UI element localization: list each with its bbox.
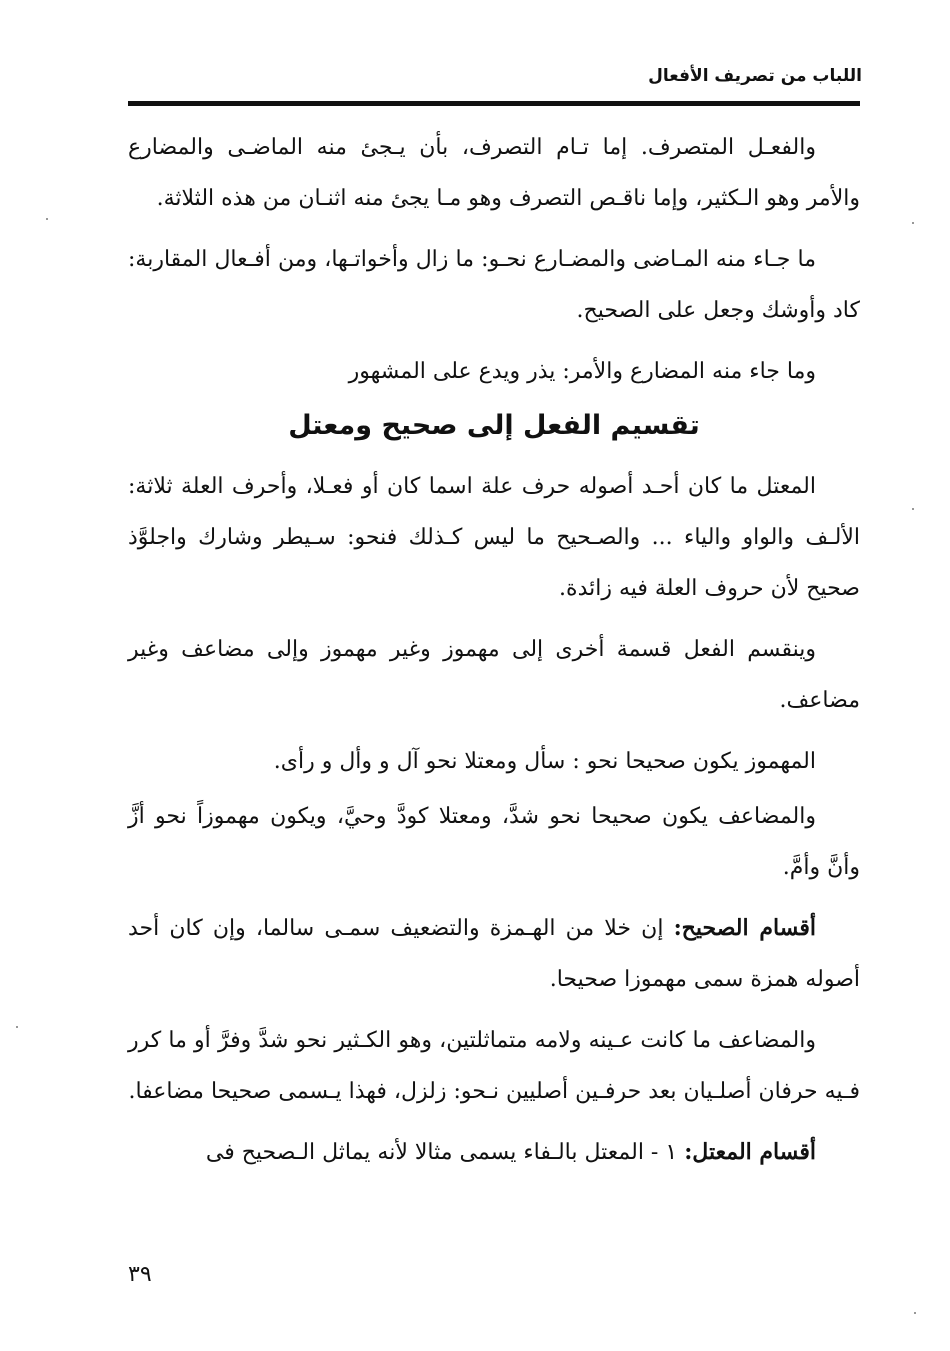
page-body bbox=[128, 122, 860, 1188]
header-rule bbox=[128, 101, 860, 106]
scan-speck bbox=[914, 1312, 916, 1314]
paragraph-weak-definition: المعتل ما كان أحـد أصوله حرف علة اسما كان أو فعـلا، وأحرف العلة ثلاثة: الألـف والواو والياء ... والصـحيح ما ليس كـذلك فنحو: سـيطر وشارك واجلوَّذ صحيح لأن حروف العلة فيه زائدة. bbox=[128, 474, 860, 601]
page-number: ٣٩ bbox=[128, 1262, 152, 1287]
paragraph-division: وينقسم الفعل قسمة أخرى إلى مهموز وغير مهموز وإلى مضاعف وغير مضاعف. bbox=[128, 637, 860, 713]
scan-speck bbox=[912, 222, 914, 224]
paragraph-doubled: والمضاعف يكون صحيحا نحو شدَّ، ومعتلا كودَّ وحيَّ، ويكون مهموزاً نحو أزَّ وأنَّ وأمَّ. bbox=[128, 804, 860, 880]
paragraph-lead-sound: أقسام الصحيح: bbox=[673, 915, 816, 941]
running-header bbox=[128, 66, 862, 100]
paragraph-text-sound: إن خلا من الهـمزة والتضعيف سمـى سالما، وإن كان أحد أصوله همزة سمى مهموزا صحيحا. bbox=[128, 916, 860, 992]
paragraph-weak-types bbox=[128, 1127, 860, 1178]
paragraph-inflected-verb: والفعـل المتصرف. إما تـام التصرف، بأن يـجئ منه الماضـى والمضارع والأمر وهو الـكثير، وإما ناقـص التصرف وهو مـا يجئ منه اثنـان من هذه الثلاثة. bbox=[128, 135, 860, 211]
paragraph-hamzated: المهموز يكون صحيحا نحو : سأل ومعتلا نحو آل و وأل و رأى. bbox=[273, 749, 816, 774]
scan-speck bbox=[46, 218, 48, 220]
section-heading: تقسيم الفعل إلى صحيح ومعتل bbox=[288, 410, 700, 441]
running-title: اللباب من تصريف الأفعال bbox=[648, 66, 862, 86]
paragraph-sound-types bbox=[128, 903, 860, 1005]
paragraph-present-imperative: وما جاء منه المضارع والأمر: يذر ويدع على المشهور bbox=[348, 359, 816, 384]
paragraph-past-present: ما جـاء منه المـاضى والمضـارع نحـو: ما زال وأخواتـها، ومن أفـعال المقاربة: كاد وأوشك وجعل على الصحيح. bbox=[128, 247, 860, 323]
scan-speck bbox=[912, 508, 914, 510]
paragraph-doubled-definition: والمضاعف ما كانت عـينه ولامه متماثلتين، وهو الكـثير نحو شدَّ وفرَّ أو ما كرر فـيه حرفان أصلـيان بعد حرفـين أصليين نـحو: زلزل، فهذا يـسمى صحيحا مضاعفا. bbox=[128, 1028, 860, 1104]
scan-speck bbox=[16, 1026, 18, 1028]
paragraph-lead-weak: أقسام المعتل: bbox=[684, 1139, 816, 1165]
paragraph-text-weak: ١ - المعتل بالـفاء يسمى مثالا لأنه يماثل الـصحيح فى bbox=[205, 1140, 685, 1165]
